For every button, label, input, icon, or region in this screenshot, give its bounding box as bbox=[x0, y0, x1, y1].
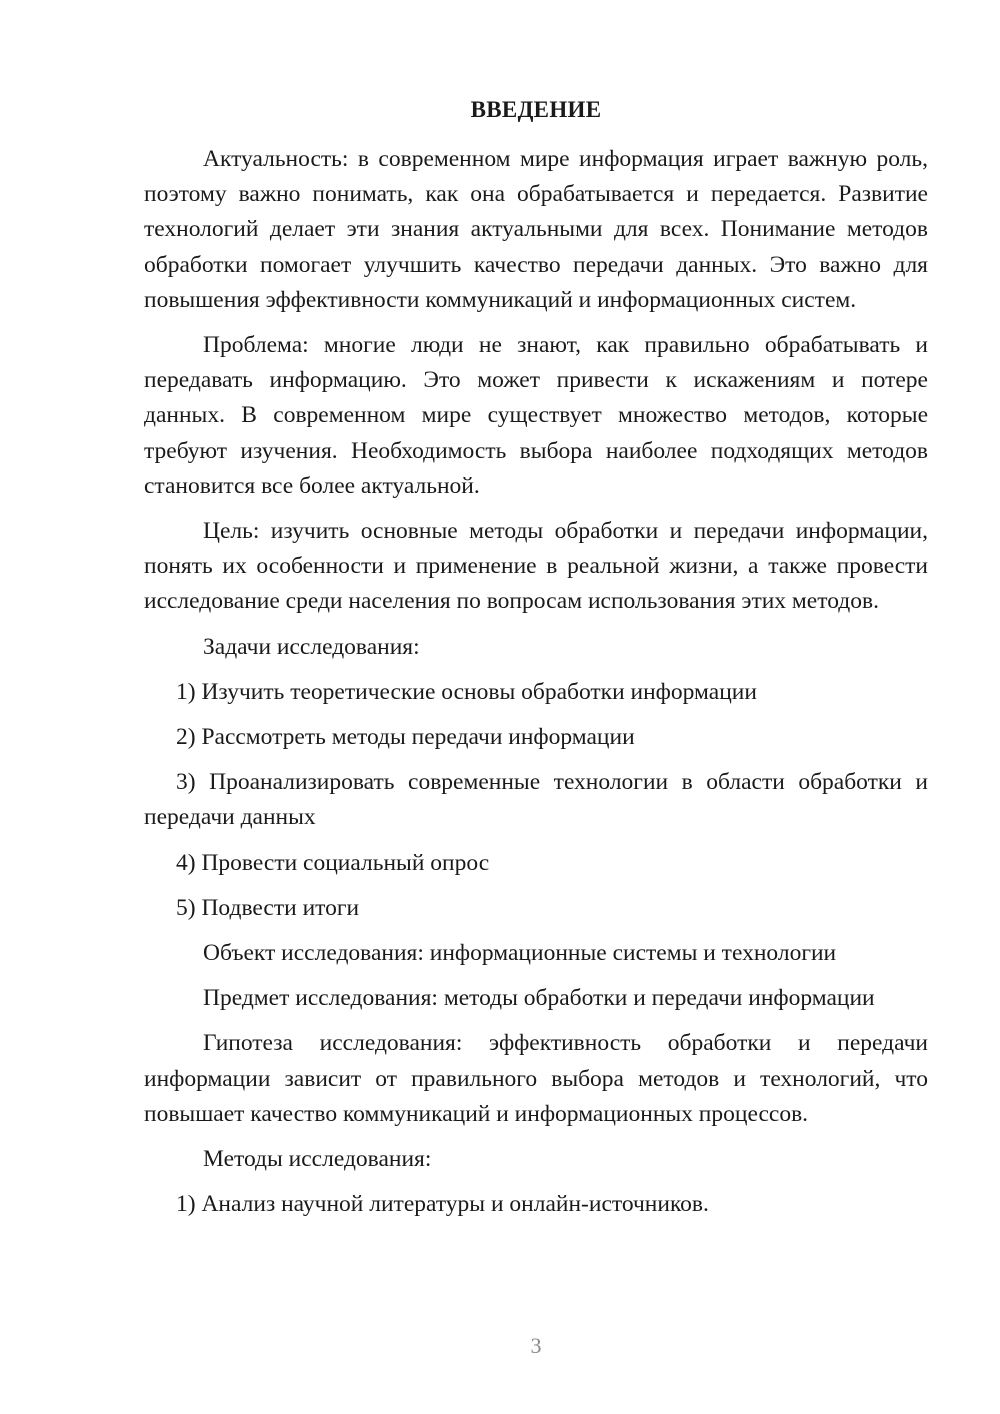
paragraph-hypothesis: Гипотеза исследования: эффективность обработки и передачи информации зависит от правильного выбора методов и технологий, что повышает качество коммуникаций и информационных процессов. bbox=[144, 1030, 928, 1127]
paragraph-problem: Проблема: многие люди не знают, как правильно обрабатывать и передавать информацию. Это может привести к искажениям и потере данных. В современном мире существует множество методов, которые требуют изучения. Необходимость выбора наиболее подходящих методов становится все более актуальной. bbox=[144, 332, 928, 499]
body-text bbox=[144, 142, 928, 1222]
task-item: 4) Провести социальный опрос bbox=[176, 849, 490, 876]
paragraph-tasks-heading: Задачи исследования: bbox=[203, 633, 420, 660]
paragraph-relevance: Актуальность: в современном мире информация играет важную роль, поэтому важно понимать, как она обрабатывается и передается. Развитие технологий делает эти знания актуальными для всех. Понимание методов обработки помогает улучшить качество передачи данных. Это важно для повышения эффективности коммуникаций и информационных систем. bbox=[144, 146, 928, 313]
task-item: 5) Подвести итоги bbox=[176, 894, 360, 921]
page-number: 3 bbox=[530, 1333, 542, 1358]
method-item: 1) Анализ научной литературы и онлайн-источников. bbox=[176, 1191, 709, 1218]
paragraph-object: Объект исследования: информационные системы и технологии bbox=[203, 940, 837, 967]
paragraph-subject: Предмет исследования: методы обработки и передачи информации bbox=[203, 985, 875, 1012]
task-item: 1) Изучить теоретические основы обработки информации bbox=[176, 678, 757, 705]
task-item: 3) Проанализировать современные технологии в области обработки и передачи данных bbox=[144, 769, 928, 831]
section-heading: ВВЕДЕНИЕ bbox=[470, 97, 602, 122]
paragraph-goal: Цель: изучить основные методы обработки и передачи информации, понять их особенности и применение в реальной жизни, а также провести исследование среди населения по вопросам использования этих методов. bbox=[144, 518, 928, 615]
paragraph-methods-heading: Методы исследования: bbox=[203, 1146, 432, 1173]
task-item: 2) Рассмотреть методы передачи информации bbox=[176, 724, 635, 751]
